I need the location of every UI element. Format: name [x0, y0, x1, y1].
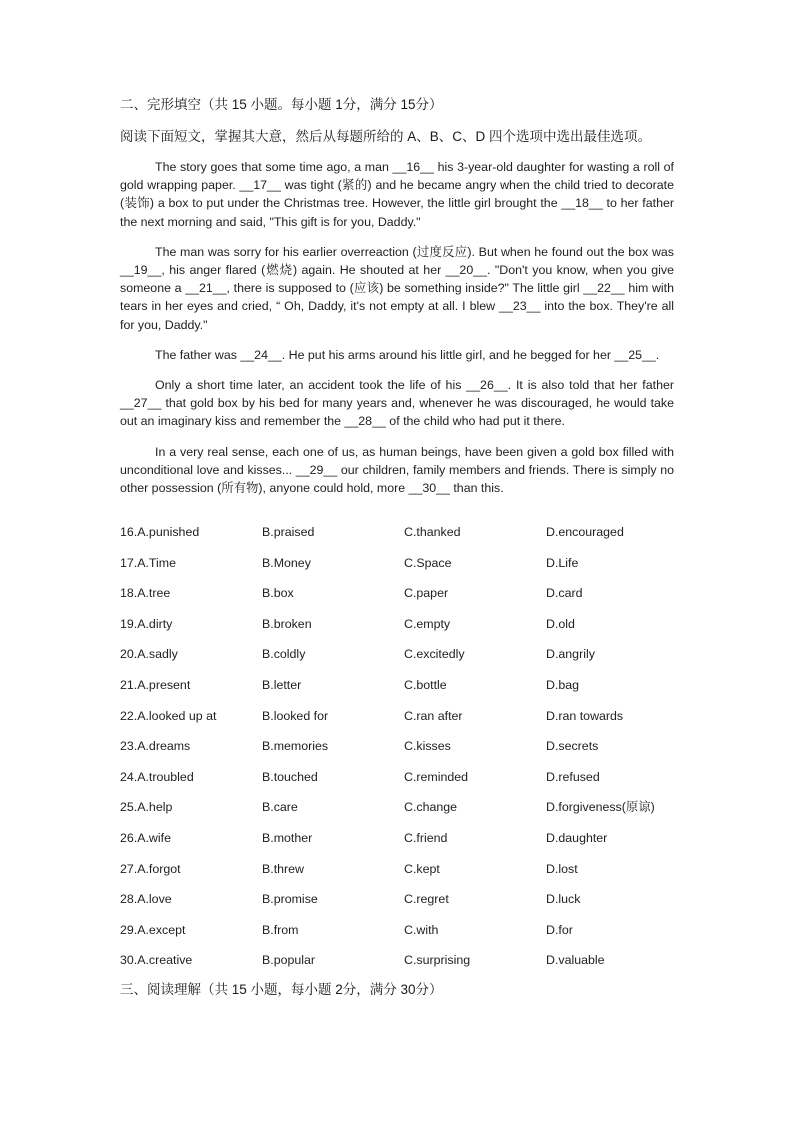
option-row-21: [120, 676, 680, 707]
section-2-title: 二、完形填空（共 15 小题。每小题 1分，满分 15分）: [120, 97, 443, 112]
option-d: D.bag: [546, 677, 580, 692]
option-c: C.Space: [404, 555, 452, 570]
option-row-19: [120, 615, 680, 646]
passage-paragraph-1: The story goes that some time ago, a man __16__ his 3-year-old daughter for wasting a roll of gold wrapping paper. __17__ was tight (紧的) and he became angry when the child tried to decorate (装饰) a box to put under the Christmas tree. However, the little girl brought the __18__ to her father the next morning and said, "This gift is for you, Daddy.": [120, 160, 674, 229]
option-b: B.from: [262, 922, 299, 937]
option-d: D.old: [546, 616, 575, 631]
option-b: B.promise: [262, 892, 318, 907]
option-c: C.regret: [404, 892, 449, 907]
option-a: 28.A.love: [120, 892, 172, 907]
option-b: B.mother: [262, 830, 313, 845]
option-c: C.change: [404, 800, 458, 815]
option-c: C.empty: [404, 616, 451, 631]
option-a: 23.A.dreams: [120, 739, 191, 754]
option-c: C.surprising: [404, 953, 471, 968]
option-d: D.ran towards: [546, 708, 624, 723]
option-d: D.daughter: [546, 830, 608, 845]
option-a: 19.A.dirty: [120, 616, 173, 631]
option-c: C.bottle: [404, 677, 447, 692]
option-d: D.secrets: [546, 739, 599, 754]
option-c: C.reminded: [404, 769, 469, 784]
option-c: C.with: [404, 922, 439, 937]
passage-paragraph-4: Only a short time later, an accident took the life of his __26__. It is also told that her father __27__ that gold box by his bed for many years and, whenever he was discouraged, he would take out an imaginary kiss and remember the __28__ of the child who had put it there.: [120, 378, 674, 429]
option-row-23: [120, 737, 680, 768]
option-d: D.refused: [546, 769, 600, 784]
option-c: C.excitedly: [404, 647, 465, 662]
option-b: B.coldly: [262, 647, 306, 662]
option-a: 22.A.looked up at: [120, 708, 217, 723]
option-b: B.box: [262, 586, 294, 601]
option-a: 30.A.creative: [120, 953, 193, 968]
option-a: 26.A.wife: [120, 830, 171, 845]
option-a: 21.A.present: [120, 677, 191, 692]
option-d: D.forgiveness(原谅): [546, 800, 655, 815]
option-b: B.broken: [262, 616, 312, 631]
option-a: 20.A.sadly: [120, 647, 178, 662]
option-b: B.letter: [262, 677, 302, 692]
option-d: D.for: [546, 922, 573, 937]
section-2-instruction: 阅读下面短文，掌握其大意，然后从每题所给的 A、B、C、D 四个选项中选出最佳选项。: [120, 129, 652, 144]
option-row-30: [120, 951, 680, 982]
option-b: B.touched: [262, 769, 318, 784]
option-b: B.care: [262, 800, 298, 815]
option-b: B.praised: [262, 525, 315, 539]
section-3-title: 三、阅读理解（共 15 小题，每小题 2分，满分 30分）: [120, 982, 443, 997]
option-a: 24.A.troubled: [120, 769, 194, 784]
option-a: 16.A.punished: [120, 525, 200, 539]
option-d: D.card: [546, 586, 583, 601]
passage-paragraph-2: The man was sorry for his earlier overreaction (过度反应). But when he found out the box was __19__, his anger flared (燃烧) again. He shouted at her __20__. "Don't you know, when you give someone a __21__, there is supposed to (应该) be something inside?" The little girl __22__ him with tears in her eyes and cried, “ Oh, Daddy, it's not empty at all. I blew __23__ into the box. They're all for you, Daddy.": [120, 244, 674, 332]
option-a: 27.A.forgot: [120, 861, 181, 876]
option-c: C.ran after: [404, 708, 463, 723]
answer-options: [120, 523, 680, 982]
option-d: D.luck: [546, 892, 581, 907]
option-a: 17.A.Time: [120, 555, 177, 570]
option-c: C.kisses: [404, 739, 451, 754]
option-d: D.lost: [546, 861, 578, 876]
option-row-18: [120, 584, 680, 615]
option-row-29: [120, 921, 680, 952]
option-row-24: [120, 768, 680, 799]
passage-paragraph-3: The father was __24__. He put his arms around his little girl, and he begged for her __25__.: [155, 347, 660, 362]
option-d: D.angrily: [546, 647, 595, 662]
option-row-17: [120, 554, 680, 585]
option-b: B.looked for: [262, 708, 329, 723]
option-b: B.popular: [262, 953, 316, 968]
option-row-22: [120, 707, 680, 738]
option-c: C.friend: [404, 830, 448, 845]
option-c: C.paper: [404, 586, 449, 601]
option-row-28: [120, 890, 680, 921]
option-a: 25.A.help: [120, 800, 173, 815]
option-a: 18.A.tree: [120, 586, 171, 601]
option-row-26: [120, 829, 680, 860]
option-d: D.Life: [546, 555, 579, 570]
cloze-passage: [120, 158, 674, 509]
passage-paragraph-5: In a very real sense, each one of us, as human beings, have been given a gold box filled with unconditional love and kisses... __29__ our children, family members and friends. There is simply no other possession (所有物), anyone could hold, more __30__ than this.: [120, 444, 674, 496]
option-row-27: [120, 860, 680, 891]
option-row-16: [120, 523, 680, 554]
option-b: B.memories: [262, 739, 329, 754]
option-d: D.valuable: [546, 953, 605, 968]
option-row-25: [120, 798, 680, 829]
option-a: 29.A.except: [120, 922, 186, 937]
option-c: C.kept: [404, 861, 440, 876]
option-b: B.Money: [262, 555, 311, 570]
option-d: D.encouraged: [546, 525, 624, 539]
option-b: B.threw: [262, 861, 305, 876]
option-c: C.thanked: [404, 525, 461, 539]
option-row-20: [120, 645, 680, 676]
